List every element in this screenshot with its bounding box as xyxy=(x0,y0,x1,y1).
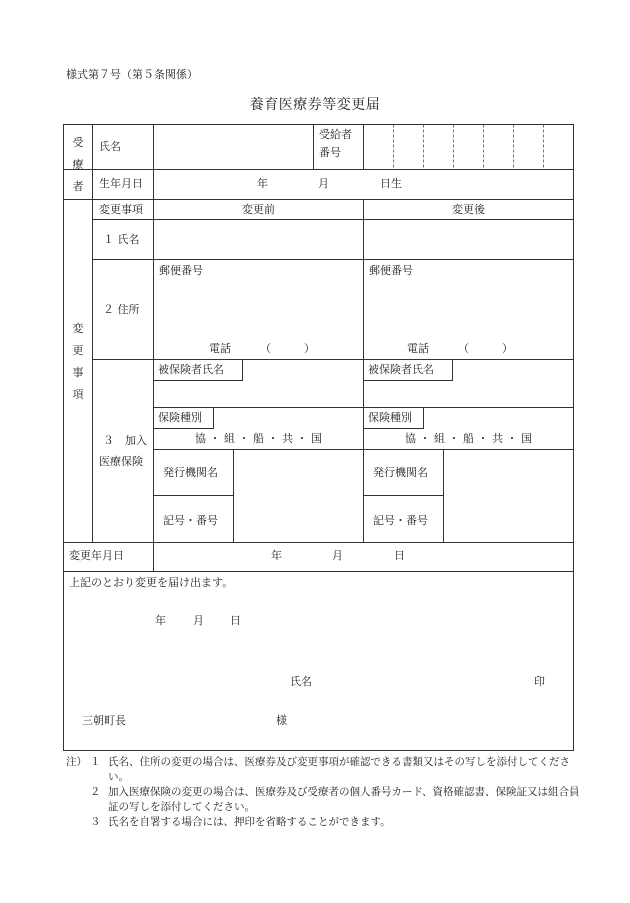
phone-after-paren: （ ） xyxy=(458,342,513,355)
changes-section-label xyxy=(71,318,85,406)
birthdate-year: 年 xyxy=(257,177,268,190)
name-after-field[interactable] xyxy=(364,220,573,259)
item-address-label: ２ 住所 xyxy=(103,303,140,316)
change-date-label: 変更年月日 xyxy=(69,549,124,562)
recipient-section-label xyxy=(71,132,85,198)
birthdate-label: 生年月日 xyxy=(99,177,143,190)
symbol-number-before-label: 記号・番号 xyxy=(163,514,218,527)
postal-after-label: 郵便番号 xyxy=(369,264,413,277)
insurance-types-after[interactable]: 協 ・ 組 ・ 船 ・ 共 ・ 国 xyxy=(405,432,532,445)
note-number: １ xyxy=(90,756,101,768)
addressee: 三朝町長 xyxy=(82,714,126,727)
phone-after-label: 電話 xyxy=(407,342,429,355)
item-header: 変更事項 xyxy=(99,203,143,216)
insured-name-after-label: 被保険者氏名 xyxy=(368,363,434,376)
issuer-after-label: 発行機関名 xyxy=(373,466,428,479)
form-number: 様式第７号（第５条関係） xyxy=(66,68,198,81)
item-insurance-label-1: ３ 加入 xyxy=(103,434,147,447)
honorific: 様 xyxy=(276,714,287,727)
notes-prefix: 注） xyxy=(66,756,87,768)
recipient-number-field[interactable] xyxy=(364,125,573,169)
note-item xyxy=(66,785,586,815)
issuer-before-label: 発行機関名 xyxy=(163,466,218,479)
item-name-label: １ 氏名 xyxy=(103,233,140,246)
insurance-type-after-label: 保険種別 xyxy=(368,411,412,424)
birthdate-month: 月 xyxy=(318,177,329,190)
birthdate-day: 日生 xyxy=(380,177,402,190)
changes-label-char: 事 xyxy=(72,366,84,379)
postal-before-label: 郵便番号 xyxy=(159,264,203,277)
note-item xyxy=(66,815,586,830)
note-number: ３ xyxy=(90,816,101,828)
change-date-month: 月 xyxy=(332,549,343,562)
changes-label-char: 変 xyxy=(72,322,84,335)
recipient-label-char: 者 xyxy=(72,180,84,193)
declaration-month: 月 xyxy=(193,614,204,627)
insurance-types-before[interactable]: 協 ・ 組 ・ 船 ・ 共 ・ 国 xyxy=(195,432,322,445)
applicant-name-label: 氏名 xyxy=(290,675,312,688)
note-text: 加入医療保険の変更の場合は、医療券及び受療者の個人番号カード、資格確認書、保険証又は組合員証の写しを添付してください。 xyxy=(108,786,580,813)
recipient-label-char: 療 xyxy=(72,158,84,171)
after-header: 変更後 xyxy=(452,203,485,216)
recipient-number-label-1: 受給者 xyxy=(319,128,352,141)
declaration-year: 年 xyxy=(155,614,166,627)
declaration-day: 日 xyxy=(230,614,241,627)
notes xyxy=(66,755,586,830)
name-before-field[interactable] xyxy=(154,220,363,259)
phone-before-label: 電話 xyxy=(209,342,231,355)
insured-name-before-label: 被保険者氏名 xyxy=(158,363,224,376)
name-label: 氏名 xyxy=(99,140,121,153)
before-header: 変更前 xyxy=(242,203,275,216)
phone-before-paren: （ ） xyxy=(260,342,315,355)
seal-mark: 印 xyxy=(534,675,545,688)
form-title: 養育医療券等変更届 xyxy=(249,97,381,113)
insurance-type-before-label: 保険種別 xyxy=(158,411,202,424)
note-number: ２ xyxy=(90,786,101,798)
recipient-number-label-2: 番号 xyxy=(319,146,341,159)
recipient-label-char: 受 xyxy=(72,136,84,149)
changes-label-char: 項 xyxy=(72,388,84,401)
recipient-name-field[interactable] xyxy=(154,125,313,169)
declaration-text: 上記のとおり変更を届け出ます。 xyxy=(69,576,234,589)
item-insurance-label-2: 医療保険 xyxy=(99,455,143,468)
note-text: 氏名、住所の変更の場合は、医療券及び変更事項が確認できる書類又はその写しを添付してください。 xyxy=(108,756,570,783)
changes-label-char: 更 xyxy=(72,344,84,357)
note-item xyxy=(66,755,586,785)
change-date-year: 年 xyxy=(271,549,282,562)
symbol-number-after-label: 記号・番号 xyxy=(373,514,428,527)
change-date-day: 日 xyxy=(394,549,405,562)
note-text: 氏名を自署する場合には、押印を省略することができます。 xyxy=(108,816,391,828)
